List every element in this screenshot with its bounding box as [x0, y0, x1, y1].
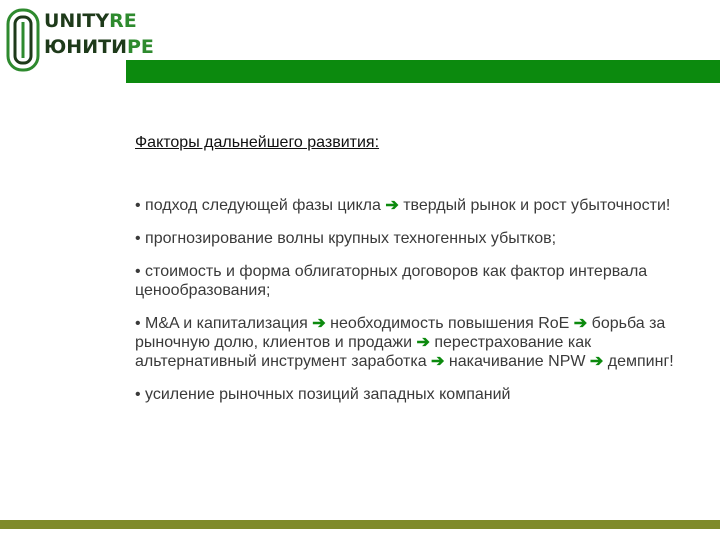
bullet-text: накачивание NPW: [444, 353, 590, 370]
bullet-text: • стоимость и форма облигаторных договоров как фактор интервала ценообразования;: [135, 263, 648, 299]
footer-bar: [0, 520, 720, 529]
bullet-item: [135, 385, 715, 404]
bullet-text: • подход следующей фазы цикла: [135, 197, 386, 214]
bullet-text: демпинг!: [603, 353, 674, 370]
logo-re-cyr-text: РЕ: [126, 36, 154, 58]
bullet-text: борьба за рыночную долю, клиентов и продажи: [135, 315, 666, 351]
arrow-right-icon: ➔: [312, 315, 326, 332]
logo-re-text: RE: [109, 10, 137, 32]
logo-emblem-icon: [6, 8, 40, 72]
arrow-right-icon: ➔: [385, 197, 399, 214]
logo-yuniti-text: ЮНИТИ: [44, 36, 127, 58]
bullet-item: [135, 314, 715, 371]
bullet-item: [135, 196, 715, 215]
bullet-text: твердый рынок и рост убыточности!: [398, 197, 671, 214]
arrow-right-icon: ➔: [573, 315, 588, 332]
bullet-text: перестрахование как альтернативный инструмент заработка: [135, 334, 592, 370]
logo-line-latin: [44, 12, 137, 31]
unityre-logo: [6, 8, 154, 72]
slide-title: Факторы дальнейшего развития:: [135, 134, 380, 151]
bullet-text: • усиление рыночных позиций западных компаний: [135, 386, 511, 403]
logo-line-cyrillic: [44, 38, 154, 57]
bullet-item: [135, 262, 715, 300]
bullet-text: • прогнозирование волны крупных техногенных убытков;: [135, 230, 557, 247]
bullet-item: [135, 229, 715, 248]
logo-unity-text: UNITY: [44, 10, 110, 32]
arrow-right-icon: ➔: [431, 353, 445, 370]
bullet-list: [135, 196, 715, 418]
bullet-text: • M&A и капитализация: [135, 315, 313, 332]
arrow-right-icon: ➔: [416, 334, 430, 351]
arrow-right-icon: ➔: [589, 353, 604, 370]
header-green-bar: [126, 60, 720, 83]
bullet-text: необходимость повышения RoE: [325, 315, 574, 332]
